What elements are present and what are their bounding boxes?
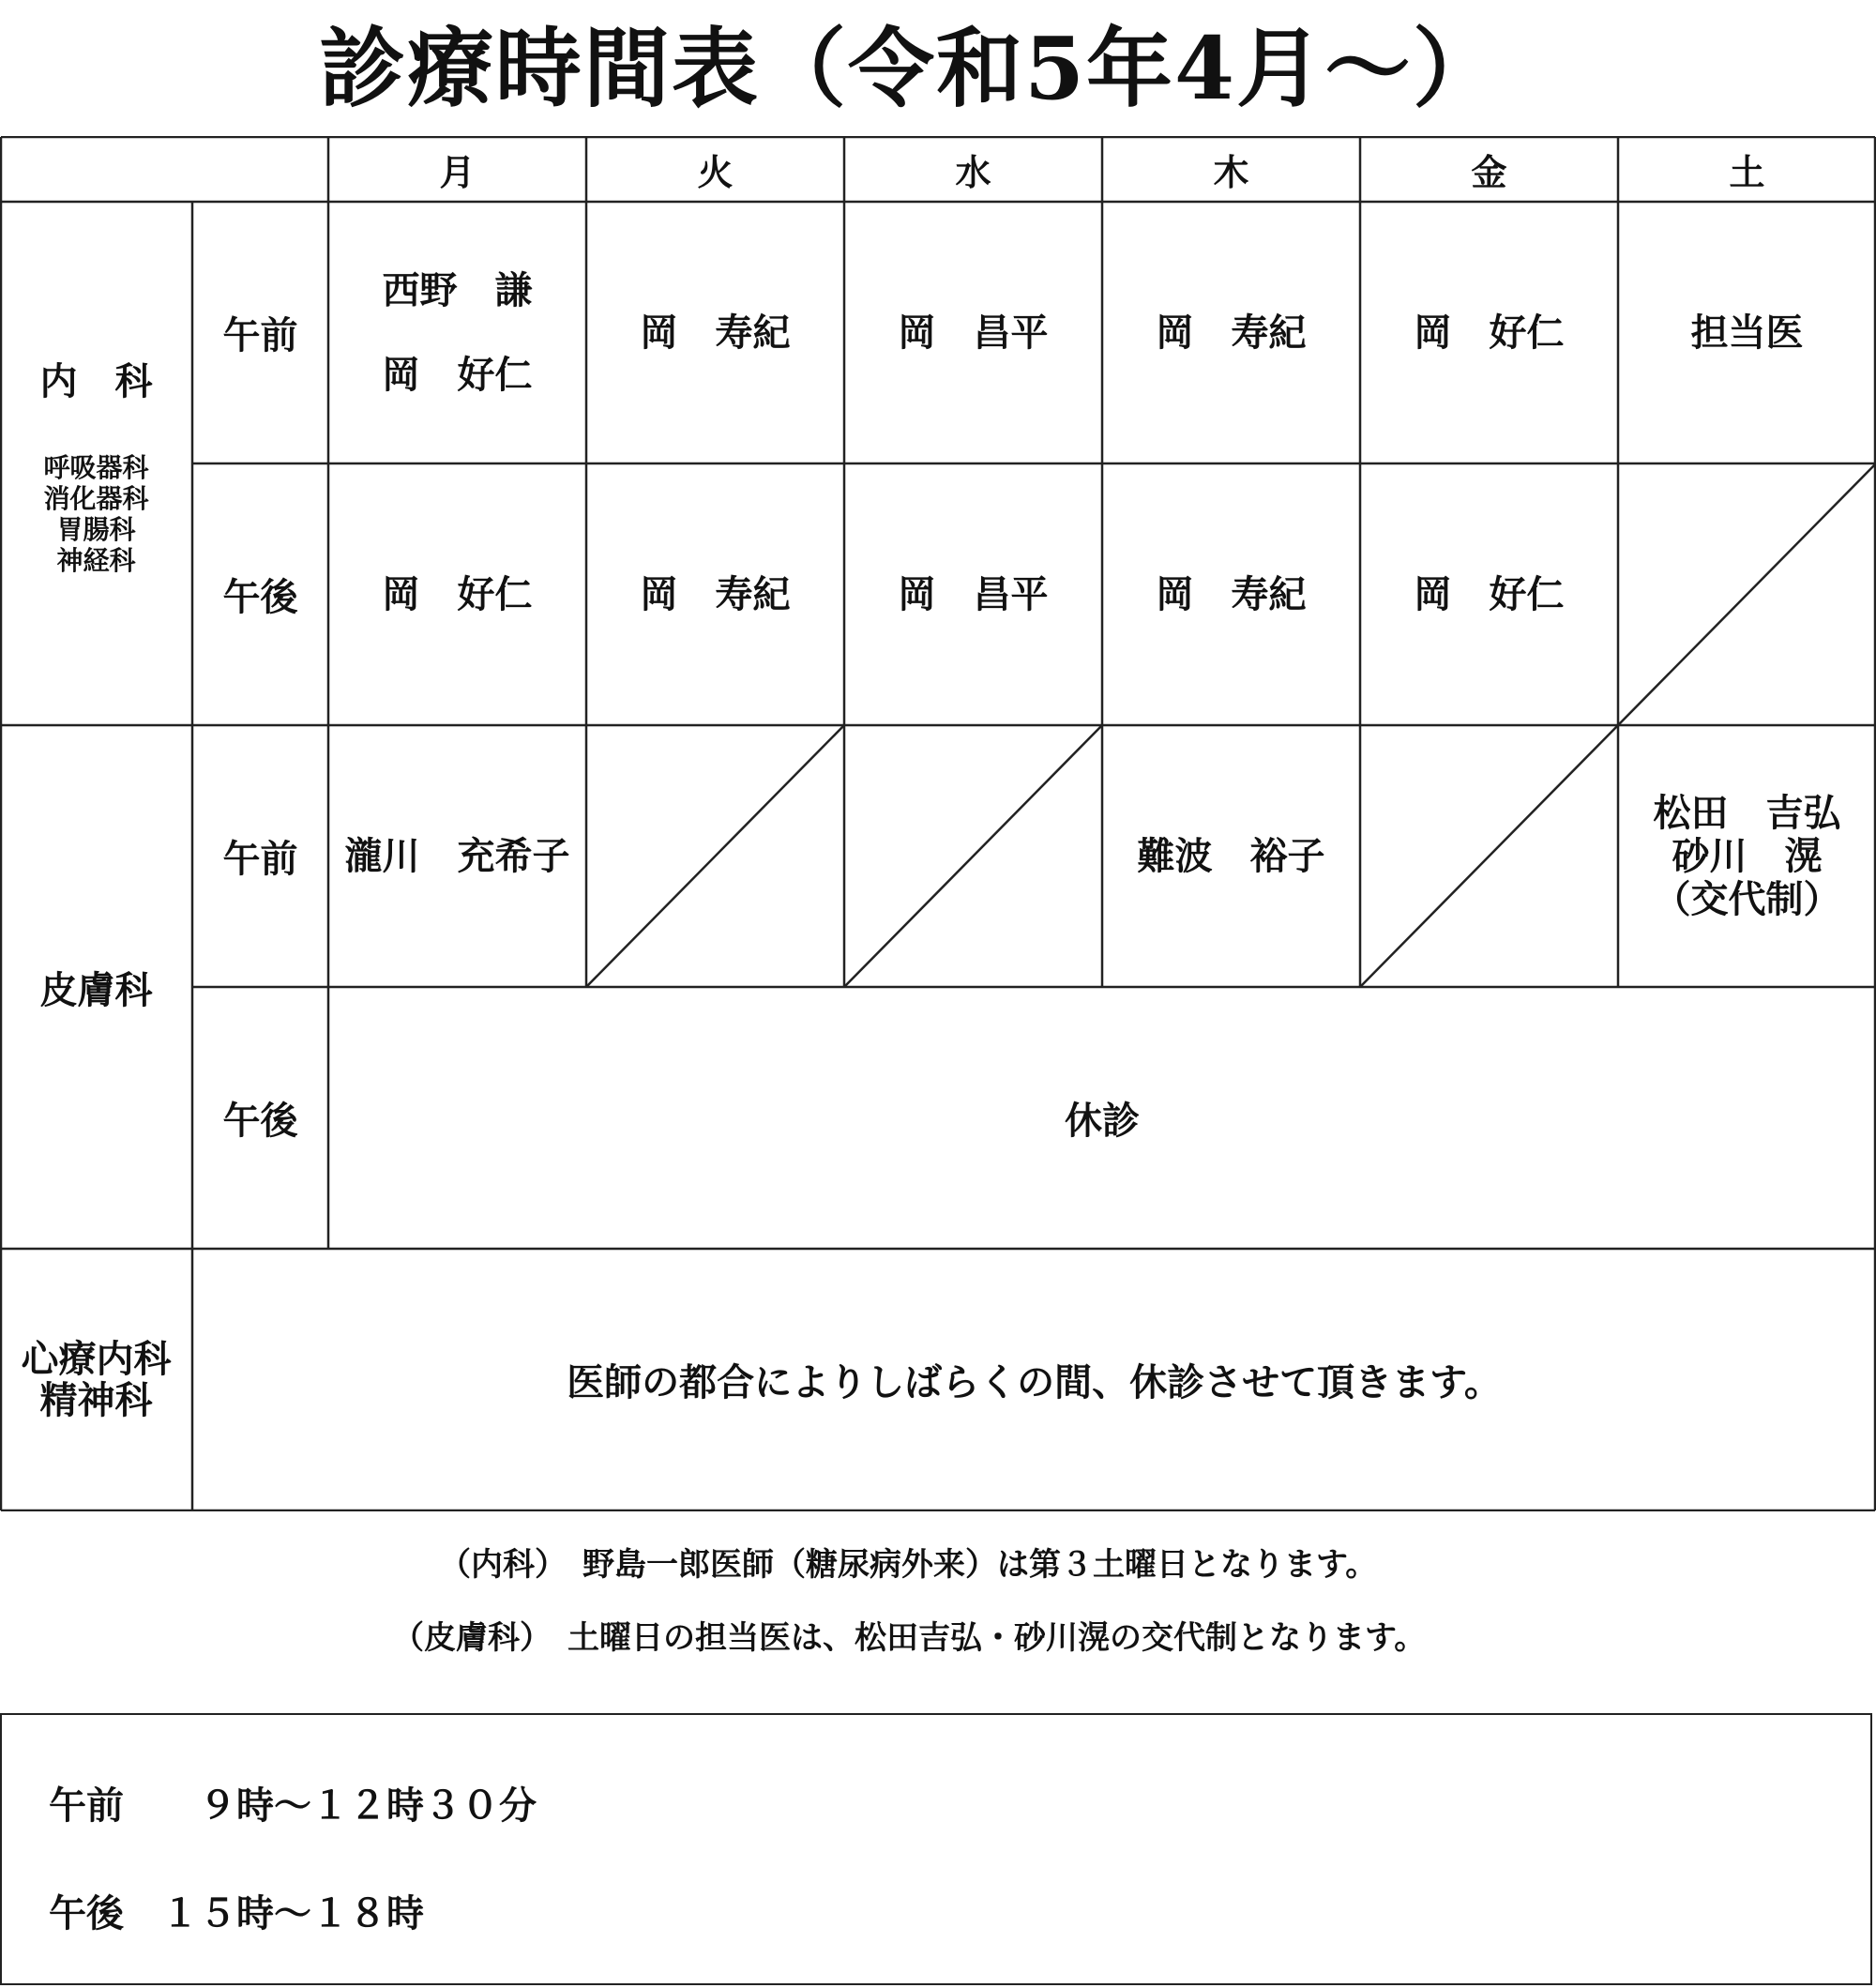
naika-am-wed xyxy=(844,202,1102,463)
dept-hifuka-name: 皮膚科 xyxy=(39,967,153,1012)
subspecialty-label: 呼吸器科 xyxy=(43,451,149,483)
doctor-name: 岡 寿紀 xyxy=(640,310,791,355)
doctor-name: 松田 吉弘 xyxy=(1653,790,1841,835)
doctor-name: 西野 謙 xyxy=(382,267,533,312)
empty-slot-slash xyxy=(1360,725,1618,987)
naika-pm-tue xyxy=(586,463,844,725)
hifuka-am-sat xyxy=(1618,725,1876,987)
shinryo-closed-message: 医師の都合によりしばらくの間、休診させて頂きます。 xyxy=(567,1360,1502,1404)
dept-shinryo-name: 心療内科 xyxy=(21,1336,172,1381)
clinic-hours-box xyxy=(0,1713,1872,1985)
naika-pm-fri xyxy=(1360,463,1618,725)
naika-am-tue xyxy=(586,202,844,463)
dept-naika-subspecialties xyxy=(43,452,148,576)
dept-hifuka xyxy=(0,725,192,1249)
doctor-name: 砂川 滉 xyxy=(1672,833,1823,878)
day-header-tue: 火 xyxy=(697,150,734,193)
note-hifuka: （皮膚科） 土曜日の担当医は、松田吉弘・砂川滉の交代制となります。 xyxy=(392,1619,1427,1657)
doctor-name: 岡 昌平 xyxy=(898,571,1049,616)
doctor-name: 岡 好仁 xyxy=(1414,310,1565,355)
doctor-name: 岡 昌平 xyxy=(898,310,1049,355)
empty-slot-slash xyxy=(586,725,844,987)
dept-shinryo-name: 精神科 xyxy=(39,1377,153,1422)
doctor-name: 担当医 xyxy=(1690,310,1804,355)
note-naika: （内科） 野島一郎医師（糖尿病外来）は第３土曜日となります。 xyxy=(439,1546,1378,1584)
subspecialty-label: 消化器科 xyxy=(43,482,149,514)
naika-pm-thu xyxy=(1102,463,1360,725)
day-header-fri: 金 xyxy=(1471,150,1507,193)
hours-am: 午前 ９時～１２時３０分 xyxy=(49,1783,537,1828)
naika-pm-label: 午後 xyxy=(222,575,298,619)
doctor-name: 岡 好仁 xyxy=(382,352,533,397)
naika-am-thu xyxy=(1102,202,1360,463)
dept-naika xyxy=(0,202,192,725)
rotation-note: （交代制） xyxy=(1653,876,1841,921)
empty-slot-slash xyxy=(1618,463,1876,725)
page-title: 診療時間表（令和5年4月～） xyxy=(318,18,1502,119)
subspecialty-label: 胃腸科 xyxy=(56,513,136,545)
hifuka-am-label: 午前 xyxy=(222,837,298,881)
day-header-mon: 月 xyxy=(439,150,476,193)
dept-naika-name: 内 科 xyxy=(39,358,153,403)
hifuka-am-thu xyxy=(1102,725,1360,987)
naika-am-fri xyxy=(1360,202,1618,463)
naika-pm-wed xyxy=(844,463,1102,725)
doctor-name: 岡 寿紀 xyxy=(1156,310,1307,355)
day-header-sat: 土 xyxy=(1729,150,1765,193)
hifuka-pm-closed: 休診 xyxy=(1065,1099,1140,1143)
naika-am-label: 午前 xyxy=(222,313,298,357)
hours-pm: 午後 １５時～１８時 xyxy=(49,1891,424,1935)
dept-shinryo xyxy=(0,1249,192,1510)
doctor-name: 岡 好仁 xyxy=(382,571,533,616)
schedule-table xyxy=(0,136,1876,1511)
doctor-name: 岡 好仁 xyxy=(1414,571,1565,616)
doctor-name: 瀧川 充希子 xyxy=(344,833,570,878)
day-header-thu: 木 xyxy=(1213,150,1249,193)
empty-slot-slash xyxy=(844,725,1102,987)
doctor-name: 岡 寿紀 xyxy=(1156,571,1307,616)
doctor-name: 岡 寿紀 xyxy=(640,571,791,616)
naika-pm-mon xyxy=(328,463,586,725)
hifuka-pm-label: 午後 xyxy=(222,1099,298,1143)
subspecialty-label: 神経科 xyxy=(56,544,136,576)
day-header-wed: 水 xyxy=(955,150,991,193)
naika-am-sat xyxy=(1618,202,1876,463)
doctor-name: 難波 裕子 xyxy=(1137,833,1325,878)
hifuka-am-mon xyxy=(328,725,586,987)
naika-am-mon xyxy=(328,202,586,463)
